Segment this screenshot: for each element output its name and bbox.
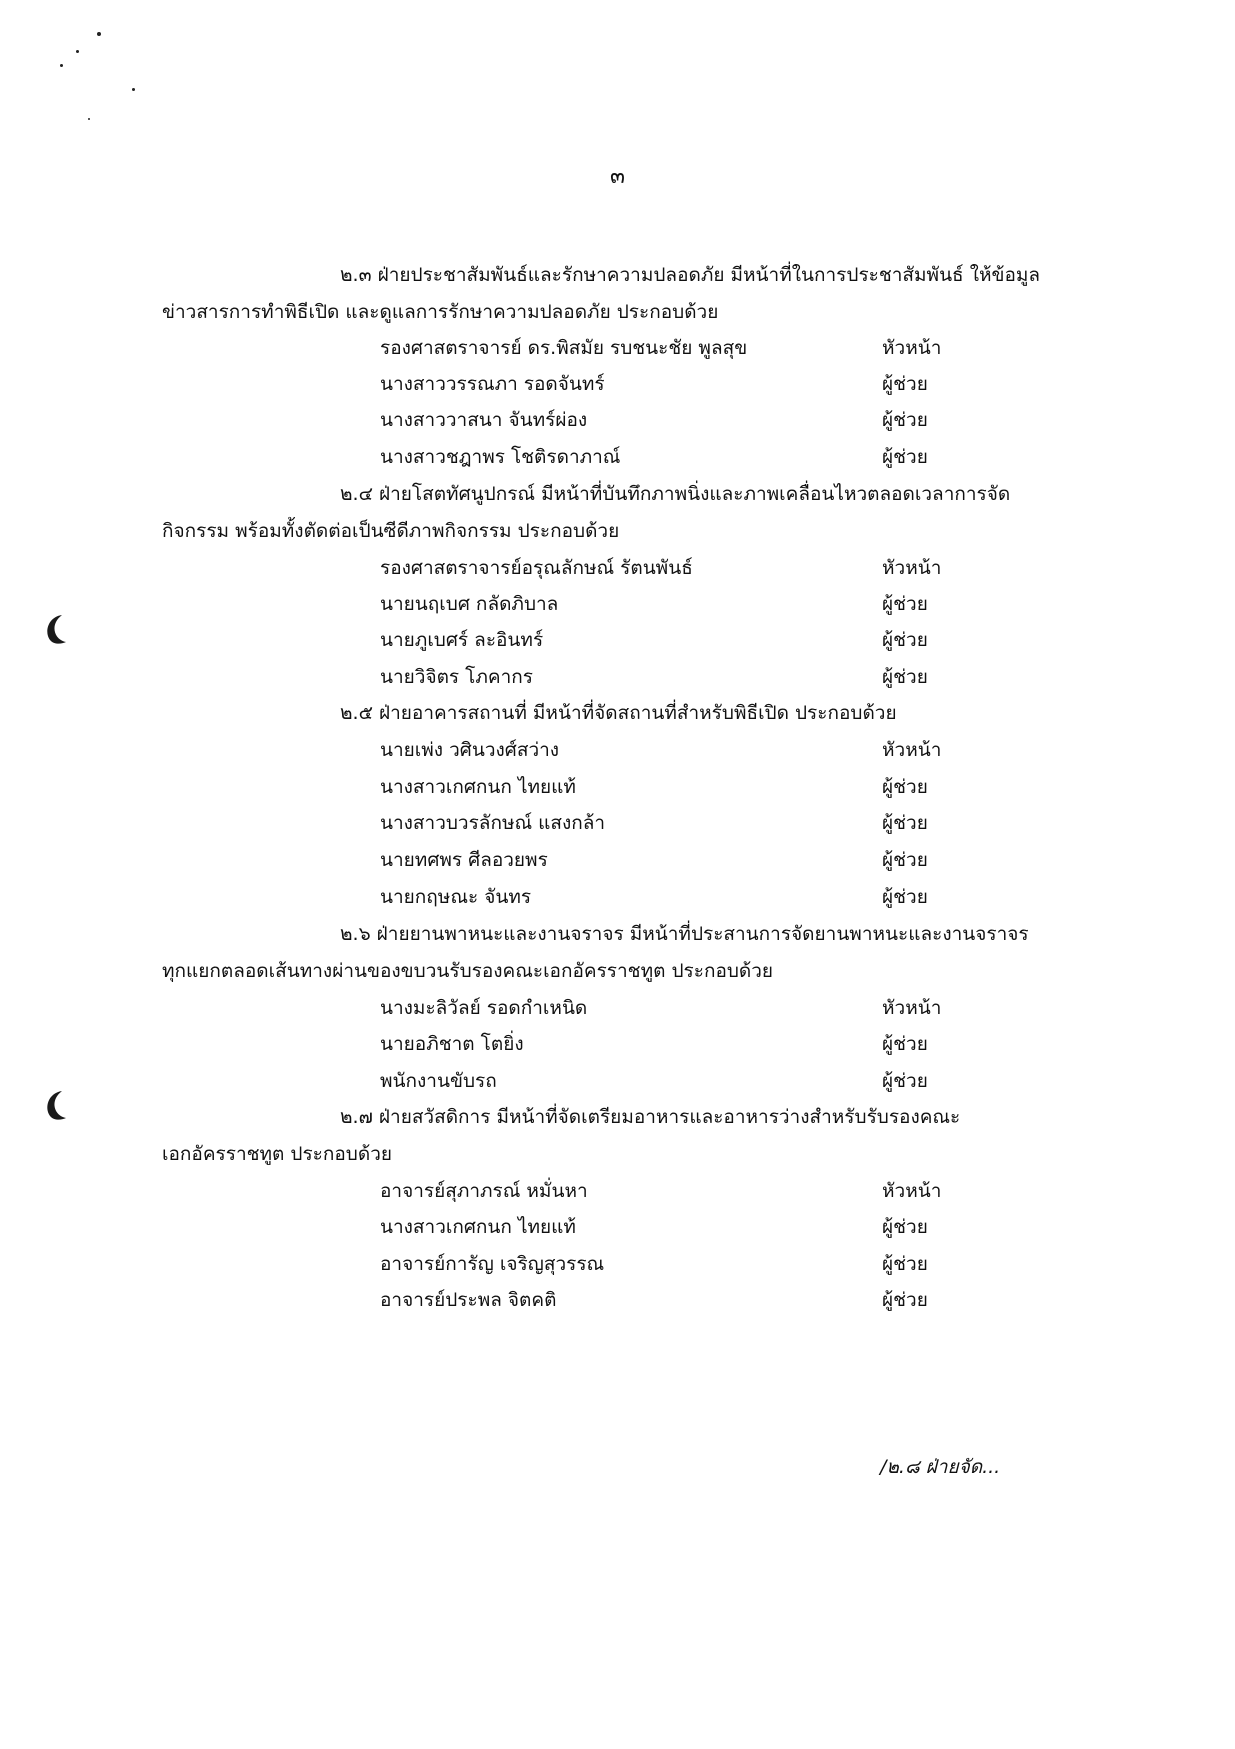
member-name: อาจารย์สุภาภรณ์ หมั่นหา [380,1180,588,1202]
scan-speck [76,50,79,53]
member-name: นายทศพร ศีลอวยพร [380,849,548,871]
member-name: นายนฤเบศ กลัดภิบาล [380,593,559,615]
member-role: ผู้ช่วย [882,446,928,468]
member-role: ผู้ช่วย [882,812,928,834]
member-role: ผู้ช่วย [882,409,928,431]
section-heading: ๒.๕ ฝ่ายอาคารสถานที่ มีหน้าที่จัดสถานที่สำหรับพิธีเปิด ประกอบด้วย [340,702,897,724]
member-role: หัวหน้า [882,1180,942,1202]
member-role: ผู้ช่วย [882,776,928,798]
member-name: อาจารย์การัญ เจริญสุวรรณ [380,1253,605,1275]
member-role: หัวหน้า [882,337,942,359]
member-role: ผู้ช่วย [882,1216,928,1238]
member-name: นายเพ่ง วศินวงศ์สว่าง [380,739,560,761]
punch-hole-mark [42,612,68,646]
scan-speck [60,64,63,67]
section-continuation: กิจกรรม พร้อมทั้งตัดต่อเป็นซีดีภาพกิจกรรม ประกอบด้วย [162,520,620,542]
member-name: นางมะลิวัลย์ รอดกำเหนิด [380,997,588,1019]
member-name: นางสาวชฎาพร โชติรดาภาณ์ [380,446,621,468]
continuation-footer: /๒.๘ ฝ่ายจัด... [880,1456,1001,1478]
member-name: นายวิจิตร โภคากร [380,666,533,688]
member-name: นางสาวเกศกนก ไทยแท้ [380,1216,576,1238]
section-heading: ๒.๖ ฝ่ายยานพาหนะและงานจราจร มีหน้าที่ประสานการจัดยานพาหนะและงานจราจร [340,923,1029,945]
section-continuation: ข่าวสารการทำพิธีเปิด และดูแลการรักษาความปลอดภัย ประกอบด้วย [162,301,719,323]
member-role: หัวหน้า [882,739,942,761]
section-heading: ๒.๗ ฝ่ายสวัสดิการ มีหน้าที่จัดเตรียมอาหารและอาหารว่างสำหรับรับรองคณะ [340,1106,961,1128]
member-name: รองศาสตราจารย์อรุณลักษณ์ รัตนพันธ์ [380,557,693,579]
member-name: นางสาวบวรลักษณ์ แสงกล้า [380,812,606,834]
member-role: ผู้ช่วย [882,629,928,651]
member-role: หัวหน้า [882,997,942,1019]
member-name: พนักงานขับรถ [380,1070,497,1092]
member-role: ผู้ช่วย [882,1033,928,1055]
member-role: ผู้ช่วย [882,1253,928,1275]
member-name: นางสาววาสนา จันทร์ผ่อง [380,409,588,431]
member-role: ผู้ช่วย [882,373,928,395]
scan-speck [88,118,90,120]
member-role: ผู้ช่วย [882,849,928,871]
member-name: นายภูเบศร์ ละอินทร์ [380,629,544,651]
member-role: ผู้ช่วย [882,593,928,615]
member-name: นายอภิชาต โตยิ่ง [380,1033,524,1055]
member-role: ผู้ช่วย [882,666,928,688]
section-heading: ๒.๓ ฝ่ายประชาสัมพันธ์และรักษาความปลอดภัย มีหน้าที่ในการประชาสัมพันธ์ ให้ข้อมูล [340,264,1041,286]
section-continuation: เอกอัครราชทูต ประกอบด้วย [162,1143,392,1165]
member-name: อาจารย์ประพล จิตคติ [380,1289,557,1311]
punch-hole-mark [42,1088,68,1122]
member-name: รองศาสตราจารย์ ดร.พิสมัย รบชนะชัย พูลสุข [380,337,748,359]
scan-speck [132,88,135,91]
scan-speck [97,32,101,36]
section-continuation: ทุกแยกตลอดเส้นทางผ่านของขบวนรับรองคณะเอกอัครราชทูต ประกอบด้วย [162,960,774,982]
member-role: ผู้ช่วย [882,1070,928,1092]
member-name: นางสาววรรณภา รอดจันทร์ [380,373,605,395]
page-number: ๓ [609,164,626,189]
member-name: นายกฤษณะ จันทร [380,886,532,908]
member-name: นางสาวเกศกนก ไทยแท้ [380,776,576,798]
member-role: หัวหน้า [882,557,942,579]
section-heading: ๒.๔ ฝ่ายโสตทัศนูปกรณ์ มีหน้าที่บันทึกภาพนิ่งและภาพเคลื่อนไหวตลอดเวลาการจัด [340,483,1011,505]
member-role: ผู้ช่วย [882,1289,928,1311]
member-role: ผู้ช่วย [882,886,928,908]
